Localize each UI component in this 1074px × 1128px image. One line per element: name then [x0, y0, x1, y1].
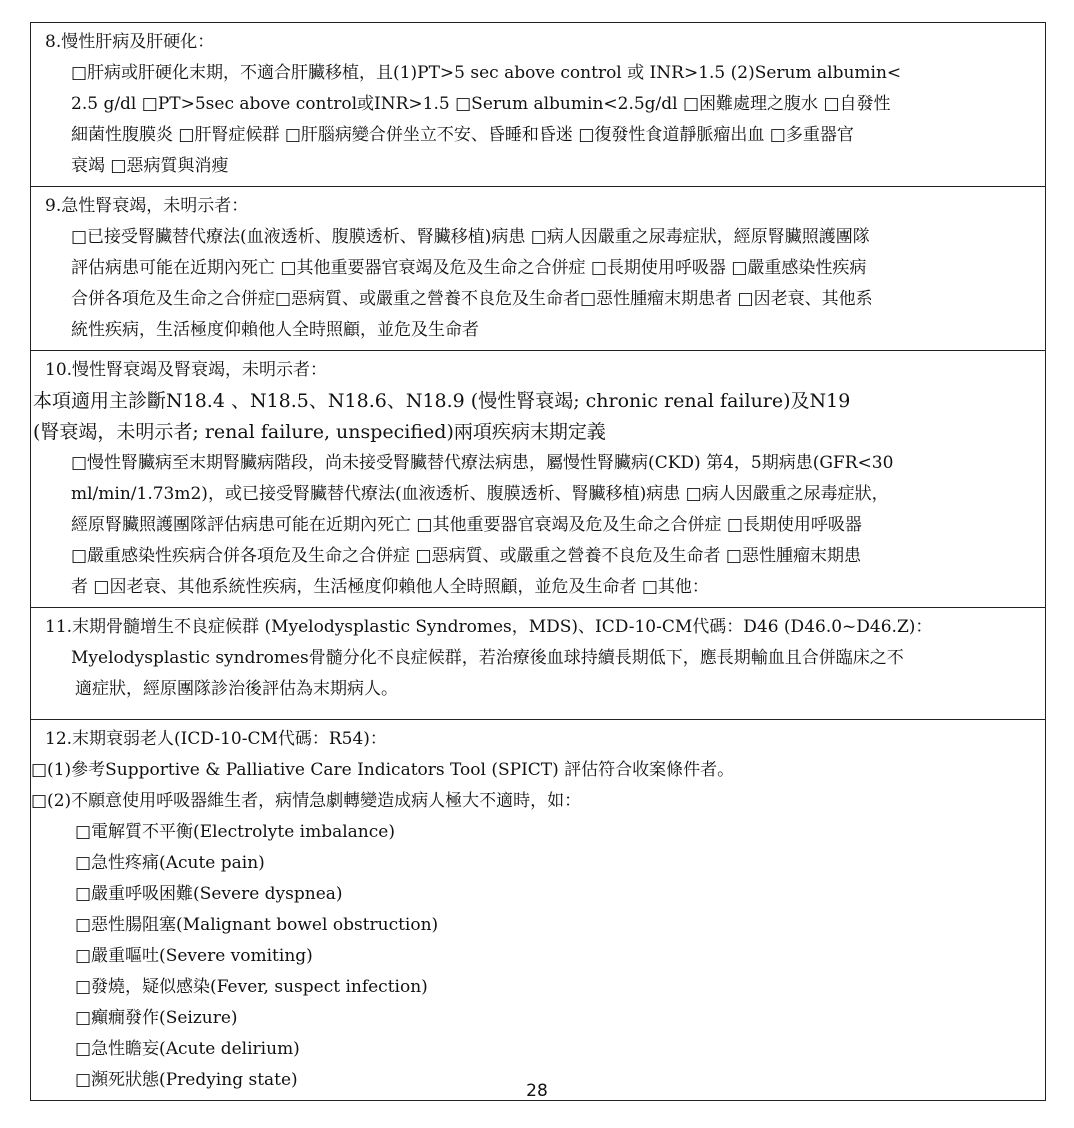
checkbox-line[interactable]: □肝病或肝硬化末期，不適合肝臟移植，且(1)PT>5 sec above control 或 INR>1.5 (2)Serum albumin<: [71, 63, 902, 83]
section-heading: 9.急性腎衰竭，未明示者：: [45, 196, 249, 216]
criteria-table: [30, 22, 1046, 1101]
checkbox-item[interactable]: □癲癇發作(Seizure): [75, 1008, 238, 1028]
scope-note: (腎衰竭，未明示者; renal failure, unspecified)兩項疾病末期定義: [33, 421, 606, 443]
spacer: [45, 705, 1037, 715]
section-8-row: [31, 23, 1046, 187]
section-heading: 8.慢性肝病及肝硬化：: [45, 32, 215, 52]
checkbox-option[interactable]: □(1)參考Supportive & Palliative Care Indicators Tool (SPICT) 評估符合收案條件者。: [31, 760, 735, 780]
section-10-cell: [31, 351, 1046, 608]
checkbox-item[interactable]: □瀕死狀態(Predying state): [75, 1070, 298, 1090]
section-11-cell: [31, 608, 1046, 720]
section-heading: 11.末期骨髓增生不良症候群 (Myelodysplastic Syndromes，MDS)、ICD-10-CM代碼：D46 (D46.0~D46.Z)：: [45, 617, 933, 637]
section-12-cell: [31, 720, 1046, 1101]
text-line: Myelodysplastic syndromes骨髓分化不良症候群，若治療後血球持續長期低下，應長期輸血且合併臨床之不: [71, 648, 904, 668]
checkbox-item[interactable]: □發燒，疑似感染(Fever, suspect infection): [75, 977, 428, 997]
checkbox-item[interactable]: □嚴重呼吸困難(Severe dyspnea): [75, 884, 343, 904]
checkbox-item[interactable]: □嚴重嘔吐(Severe vomiting): [75, 946, 313, 966]
section-9-cell: [31, 187, 1046, 351]
scope-note: 本項適用主診斷N18.4 、N18.5、N18.6、N18.9 (慢性腎衰竭; chronic renal failure)及N19: [33, 390, 851, 412]
section-12-row: [31, 720, 1046, 1101]
checkbox-item[interactable]: □急性疼痛(Acute pain): [75, 853, 265, 873]
text-line[interactable]: ml/min/1.73m2)，或已接受腎臟替代療法(血液透析、腹膜透析、腎臟移植)病患 □病人因嚴重之尿毒症狀，: [71, 484, 889, 504]
checkbox-item[interactable]: □電解質不平衡(Electrolyte imbalance): [75, 822, 395, 842]
checkbox-line[interactable]: □已接受腎臟替代療法(血液透析、腹膜透析、腎臟移植)病患 □病人因嚴重之尿毒症狀，經原腎臟照護團隊: [71, 227, 870, 247]
section-10-row: [31, 351, 1046, 608]
text-line: 適症狀，經原團隊診治後評估為末期病人。: [75, 679, 398, 699]
section-8-cell: [31, 23, 1046, 187]
checkbox-line[interactable]: □慢性腎臟病至末期腎臟病階段，尚未接受腎臟替代療法病患，屬慢性腎臟病(CKD) 第4，5期病患(GFR<30: [71, 453, 894, 473]
text-line[interactable]: 衰竭 □惡病質與消瘦: [71, 156, 229, 176]
text-line: 統性疾病，生活極度仰賴他人全時照顧，並危及生命者: [71, 320, 479, 340]
text-line[interactable]: 經原腎臟照護團隊評估病患可能在近期內死亡 □其他重要器官衰竭及危及生命之合併症 □長期使用呼吸器: [71, 515, 862, 535]
text-line[interactable]: 合併各項危及生命之合併症□惡病質、或嚴重之營養不良危及生命者□惡性腫瘤末期患者 □因老衰、其他系: [71, 289, 873, 309]
checkbox-item[interactable]: □急性瞻妄(Acute delirium): [75, 1039, 300, 1059]
checkbox-option[interactable]: □(2)不願意使用呼吸器維生者，病情急劇轉變造成病人極大不適時，如：: [31, 791, 582, 811]
checkbox-item[interactable]: □惡性腸阻塞(Malignant bowel obstruction): [75, 915, 439, 935]
checkbox-line[interactable]: □嚴重感染性疾病合併各項危及生命之合併症 □惡病質、或嚴重之營養不良危及生命者 □惡性腫瘤末期患: [71, 546, 861, 566]
section-heading: 12.末期衰弱老人(ICD-10-CM代碼：R54)：: [45, 729, 387, 749]
text-line[interactable]: 細菌性腹膜炎 □肝腎症候群 □肝腦病變合併坐立不安、昏睡和昏迷 □復發性食道靜脈瘤出血 □多重器官: [71, 125, 854, 145]
section-11-row: [31, 608, 1046, 720]
section-9-row: [31, 187, 1046, 351]
page-number: 28: [526, 1081, 548, 1101]
section-heading: 10.慢性腎衰竭及腎衰竭，未明示者：: [45, 360, 328, 380]
text-line[interactable]: 2.5 g/dl □PT>5sec above control或INR>1.5 □Serum albumin<2.5g/dl □困難處理之腹水 □自發性: [71, 94, 891, 114]
text-line[interactable]: 評估病患可能在近期內死亡 □其他重要器官衰竭及危及生命之合併症 □長期使用呼吸器 □嚴重感染性疾病: [71, 258, 867, 278]
text-line[interactable]: 者 □因老衰、其他系統性疾病，生活極度仰賴他人全時照顧，並危及生命者 □其他：: [71, 577, 709, 597]
